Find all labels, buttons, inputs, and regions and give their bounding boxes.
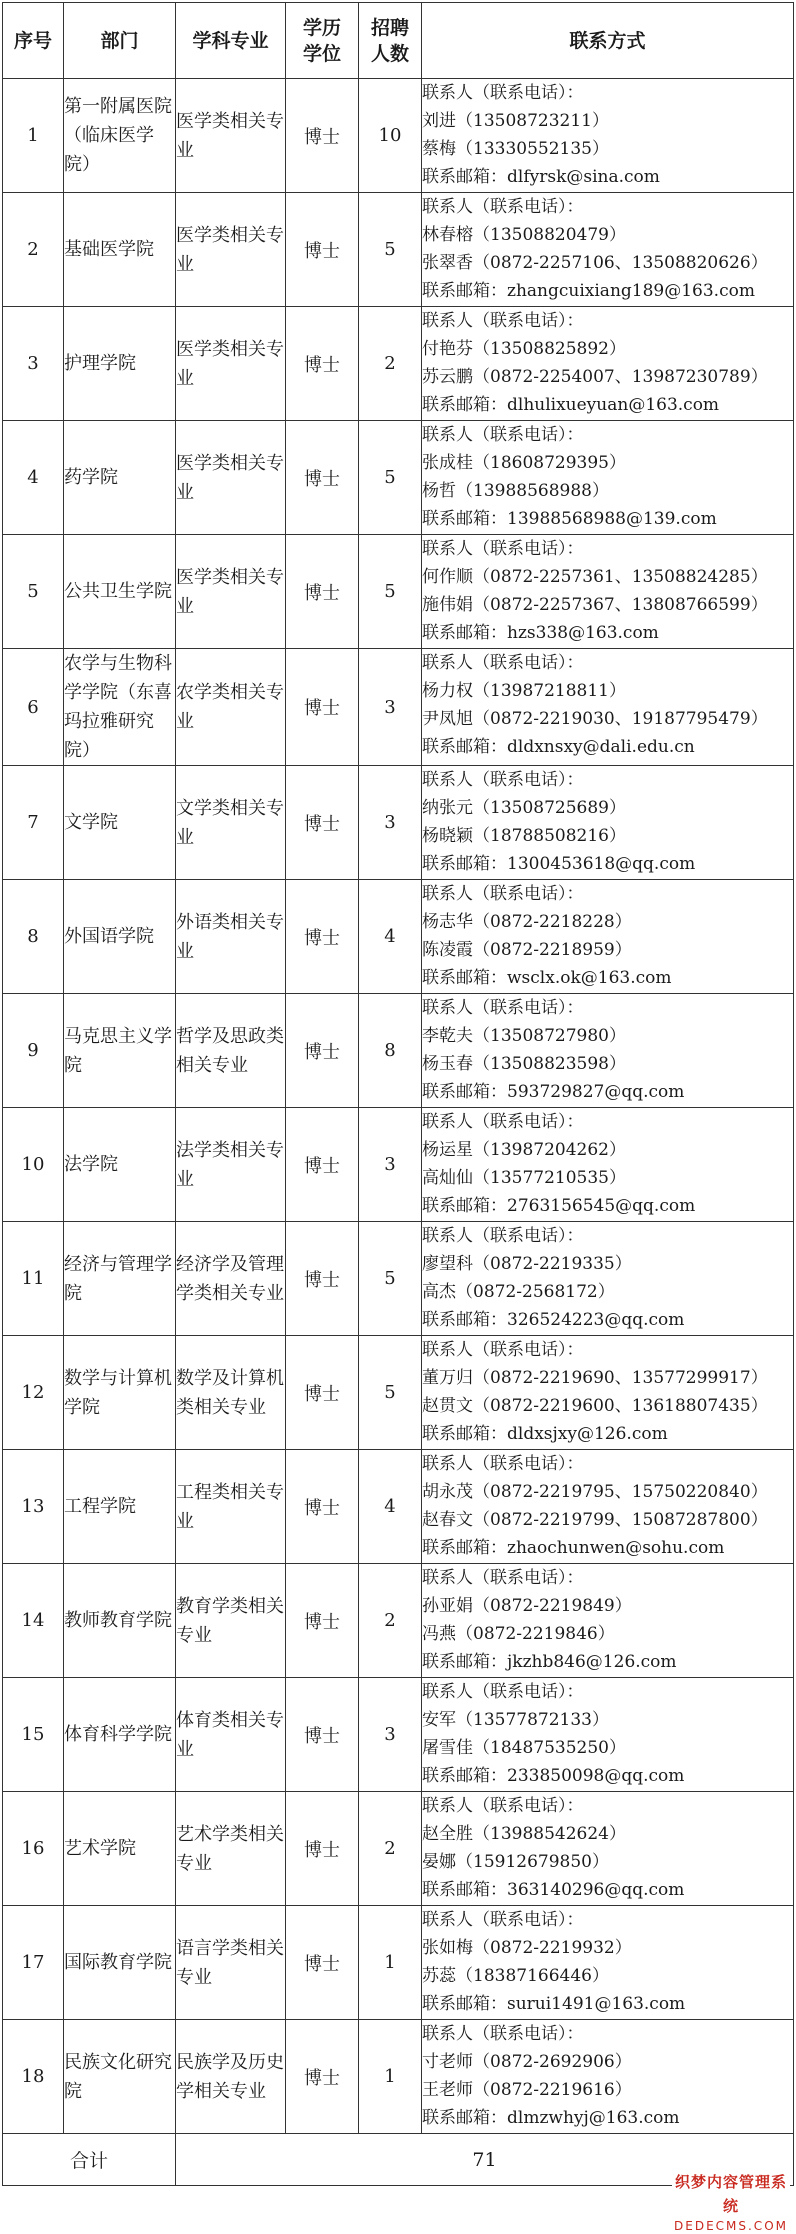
table-row [3,2020,794,2134]
row-major: 医学类相关专业 [176,79,286,193]
row-number: 12 [3,1336,64,1450]
row-degree: 博士 [286,1336,359,1450]
contact-label: 联系人（联系电话）： [422,83,584,103]
row-number: 1 [3,79,64,193]
table-row [3,193,794,307]
contact-person: 尹凤旭（0872-2219030、19187795479） [422,709,768,729]
row-count: 4 [359,880,422,994]
contact-label: 联系人（联系电话）： [422,1796,584,1816]
row-major: 艺术学类相关专业 [176,1792,286,1906]
row-major: 教育学类相关专业 [176,1564,286,1678]
table-row [3,1108,794,1222]
row-degree: 博士 [286,79,359,193]
table-row [3,994,794,1108]
total-label: 合计 [3,2134,176,2186]
contact-label: 联系人（联系电话）： [422,998,584,1018]
row-department: 第一附属医院（临床医学院） [64,79,176,193]
row-major: 医学类相关专业 [176,535,286,649]
row-degree: 博士 [286,1450,359,1564]
row-number: 9 [3,994,64,1108]
row-count: 2 [359,1792,422,1906]
contact-label: 联系人（联系电话）： [422,653,584,673]
contact-person: 高灿仙（13577210535） [422,1168,626,1188]
row-major: 农学类相关专业 [176,649,286,766]
total-value: 71 [176,2134,794,2186]
watermark-title: 织梦内容管理系统 [674,2173,787,2215]
row-degree: 博士 [286,307,359,421]
row-contact [422,1678,794,1792]
contact-label: 联系人（联系电话）： [422,1226,584,1246]
row-count: 2 [359,1564,422,1678]
row-major: 医学类相关专业 [176,307,286,421]
contact-person: 赵全胜（13988542624） [422,1824,626,1844]
contact-email: 联系邮箱：dlhulixueyuan@163.com [422,395,720,415]
contact-label: 联系人（联系电话）： [422,197,584,217]
contact-label: 联系人（联系电话）： [422,1454,584,1474]
contact-person: 杨运星（13987204262） [422,1140,626,1160]
row-count: 5 [359,193,422,307]
contact-email: 联系邮箱：593729827@qq.com [422,1082,685,1102]
contact-label: 联系人（联系电话）： [422,2024,584,2044]
row-degree: 博士 [286,649,359,766]
row-contact [422,79,794,193]
row-number: 7 [3,766,64,880]
contact-person: 安军（13577872133） [422,1710,609,1730]
row-degree: 博士 [286,421,359,535]
contact-person: 纳张元（13508725689） [422,798,626,818]
header-degree-line2: 学位 [302,42,341,65]
contact-person: 苏云鹏（0872-2254007、13987230789） [422,367,768,387]
row-major: 民族学及历史学相关专业 [176,2020,286,2134]
row-count: 5 [359,535,422,649]
row-department: 数学与计算机学院 [64,1336,176,1450]
row-number: 13 [3,1450,64,1564]
row-contact [422,994,794,1108]
row-count: 1 [359,1906,422,2020]
header-num: 序号 [3,3,64,79]
contact-email: 联系邮箱：233850098@qq.com [422,1766,685,1786]
row-count: 3 [359,766,422,880]
contact-label: 联系人（联系电话）： [422,425,584,445]
contact-person: 寸老师（0872-2692906） [422,2052,632,2072]
row-contact [422,1336,794,1450]
row-contact [422,1108,794,1222]
row-contact [422,1222,794,1336]
row-count: 5 [359,421,422,535]
row-department: 教师教育学院 [64,1564,176,1678]
header-dept: 部门 [64,3,176,79]
row-department: 外国语学院 [64,880,176,994]
table-header-row [3,3,794,79]
row-contact [422,421,794,535]
row-contact [422,1450,794,1564]
row-degree: 博士 [286,1906,359,2020]
row-count: 3 [359,1678,422,1792]
header-degree [286,3,359,79]
row-major: 体育类相关专业 [176,1678,286,1792]
table-row [3,1222,794,1336]
contact-label: 联系人（联系电话）： [422,1910,584,1930]
row-count: 5 [359,1336,422,1450]
contact-email: 联系邮箱：zhaochunwen@sohu.com [422,1538,725,1558]
table-row [3,766,794,880]
contact-person: 廖望科（0872-2219335） [422,1254,632,1274]
row-number: 2 [3,193,64,307]
watermark-logo [672,2170,790,2233]
row-department: 体育科学学院 [64,1678,176,1792]
contact-person: 冯燕（0872-2219846） [422,1624,615,1644]
row-degree: 博士 [286,1108,359,1222]
contact-person: 孙亚娟（0872-2219849） [422,1596,632,1616]
header-contact: 联系方式 [422,3,794,79]
row-number: 6 [3,649,64,766]
contact-email: 联系邮箱：13988568988@139.com [422,509,717,529]
row-contact [422,2020,794,2134]
header-count [359,3,422,79]
contact-person: 林春榕（13508820479） [422,225,626,245]
table-row [3,535,794,649]
row-degree: 博士 [286,880,359,994]
contact-email: 联系邮箱：dldxnsxy@dali.edu.cn [422,737,695,757]
row-degree: 博士 [286,1222,359,1336]
contact-person: 杨晓颖（18788508216） [422,826,626,846]
table-row [3,1792,794,1906]
row-contact [422,1564,794,1678]
contact-label: 联系人（联系电话）： [422,1568,584,1588]
contact-label: 联系人（联系电话）： [422,770,584,790]
contact-email: 联系邮箱：dldxsjxy@126.com [422,1424,668,1444]
contact-label: 联系人（联系电话）： [422,1682,584,1702]
table-row [3,1678,794,1792]
row-department: 工程学院 [64,1450,176,1564]
row-department: 护理学院 [64,307,176,421]
table-row [3,880,794,994]
row-department: 基础医学院 [64,193,176,307]
contact-email: 联系邮箱：zhangcuixiang189@163.com [422,281,755,301]
contact-email: 联系邮箱：surui1491@163.com [422,1994,686,2014]
row-contact [422,1792,794,1906]
row-degree: 博士 [286,1678,359,1792]
contact-person: 施伟娟（0872-2257367、13808766599） [422,595,768,615]
row-contact [422,766,794,880]
contact-person: 赵春文（0872-2219799、15087287800） [422,1510,768,1530]
header-major: 学科专业 [176,3,286,79]
row-count: 3 [359,649,422,766]
row-major: 医学类相关专业 [176,193,286,307]
contact-person: 李乾夫（13508727980） [422,1026,626,1046]
table-row [3,79,794,193]
row-department: 法学院 [64,1108,176,1222]
contact-person: 杨志华（0872-2218228） [422,912,632,932]
table-row [3,1906,794,2020]
row-contact [422,535,794,649]
row-count: 5 [359,1222,422,1336]
contact-person: 晏娜（15912679850） [422,1852,609,1872]
recruitment-table [2,2,794,2186]
contact-email: 联系邮箱：2763156545@qq.com [422,1196,696,1216]
table-body [3,79,794,2134]
row-degree: 博士 [286,994,359,1108]
row-count: 4 [359,1450,422,1564]
contact-person: 蔡梅（13330552135） [422,139,609,159]
contact-email: 联系邮箱：jkzhb846@126.com [422,1652,677,1672]
row-number: 4 [3,421,64,535]
header-count-line1: 招聘 [370,16,409,39]
contact-person: 刘进（13508723211） [422,111,609,131]
row-major: 经济学及管理学类相关专业 [176,1222,286,1336]
row-number: 5 [3,535,64,649]
table-row [3,421,794,535]
row-department: 民族文化研究院 [64,2020,176,2134]
row-degree: 博士 [286,193,359,307]
contact-email: 联系邮箱：326524223@qq.com [422,1310,685,1330]
header-count-line2: 人数 [370,42,409,65]
table-row [3,649,794,766]
row-count: 3 [359,1108,422,1222]
row-degree: 博士 [286,535,359,649]
row-department: 文学院 [64,766,176,880]
row-contact [422,193,794,307]
row-count: 8 [359,994,422,1108]
row-department: 马克思主义学院 [64,994,176,1108]
table-row [3,1336,794,1450]
row-count: 1 [359,2020,422,2134]
row-count: 2 [359,307,422,421]
row-contact [422,1906,794,2020]
row-major: 工程类相关专业 [176,1450,286,1564]
row-degree: 博士 [286,766,359,880]
contact-email: 联系邮箱：363140296@qq.com [422,1880,685,1900]
row-number: 16 [3,1792,64,1906]
row-major: 医学类相关专业 [176,421,286,535]
header-degree-line1: 学历 [302,16,341,39]
contact-person: 何作顺（0872-2257361、13508824285） [422,567,768,587]
contact-person: 董万归（0872-2219690、13577299917） [422,1368,768,1388]
row-major: 数学及计算机类相关专业 [176,1336,286,1450]
contact-person: 张成桂（18608729395） [422,453,626,473]
row-department: 公共卫生学院 [64,535,176,649]
row-number: 14 [3,1564,64,1678]
contact-person: 杨玉春（13508823598） [422,1054,626,1074]
row-major: 文学类相关专业 [176,766,286,880]
row-department: 药学院 [64,421,176,535]
row-number: 18 [3,2020,64,2134]
row-number: 11 [3,1222,64,1336]
contact-email: 联系邮箱：dlmzwhyj@163.com [422,2108,680,2128]
contact-person: 杨力权（13987218811） [422,681,626,701]
contact-label: 联系人（联系电话）： [422,539,584,559]
row-degree: 博士 [286,2020,359,2134]
row-number: 15 [3,1678,64,1792]
contact-person: 屠雪佳（18487535250） [422,1738,626,1758]
table-row [3,1450,794,1564]
row-department: 国际教育学院 [64,1906,176,2020]
contact-label: 联系人（联系电话）： [422,1112,584,1132]
table-row [3,307,794,421]
table-row [3,1564,794,1678]
row-degree: 博士 [286,1792,359,1906]
row-major: 哲学及思政类相关专业 [176,994,286,1108]
row-number: 3 [3,307,64,421]
row-department: 经济与管理学院 [64,1222,176,1336]
row-count: 10 [359,79,422,193]
row-number: 10 [3,1108,64,1222]
row-major: 语言学类相关专业 [176,1906,286,2020]
row-major: 法学类相关专业 [176,1108,286,1222]
contact-email: 联系邮箱：1300453618@qq.com [422,854,696,874]
row-contact [422,649,794,766]
row-department: 农学与生物科学学院（东喜玛拉雅研究院） [64,649,176,766]
row-contact [422,307,794,421]
contact-person: 张翠香（0872-2257106、13508820626） [422,253,768,273]
contact-label: 联系人（联系电话）： [422,1340,584,1360]
contact-person: 王老师（0872-2219616） [422,2080,632,2100]
watermark-subtitle: DEDECMS.COM [674,2219,788,2233]
row-degree: 博士 [286,1564,359,1678]
contact-person: 付艳芬（13508825892） [422,339,626,359]
contact-person: 赵贯文（0872-2219600、13618807435） [422,1396,768,1416]
contact-person: 胡永茂（0872-2219795、15750220840） [422,1482,768,1502]
contact-person: 陈凌霞（0872-2218959） [422,940,632,960]
contact-label: 联系人（联系电话）： [422,311,584,331]
row-contact [422,880,794,994]
contact-email: 联系邮箱：wsclx.ok@163.com [422,968,672,988]
row-major: 外语类相关专业 [176,880,286,994]
contact-email: 联系邮箱：dlfyrsk@sina.com [422,167,660,187]
contact-label: 联系人（联系电话）： [422,884,584,904]
row-number: 17 [3,1906,64,2020]
contact-person: 张如梅（0872-2219932） [422,1938,632,1958]
contact-email: 联系邮箱：hzs338@163.com [422,623,659,643]
contact-person: 苏蕊（18387166446） [422,1966,609,1986]
contact-person: 高杰（0872-2568172） [422,1282,615,1302]
row-number: 8 [3,880,64,994]
row-department: 艺术学院 [64,1792,176,1906]
contact-person: 杨哲（13988568988） [422,481,609,501]
